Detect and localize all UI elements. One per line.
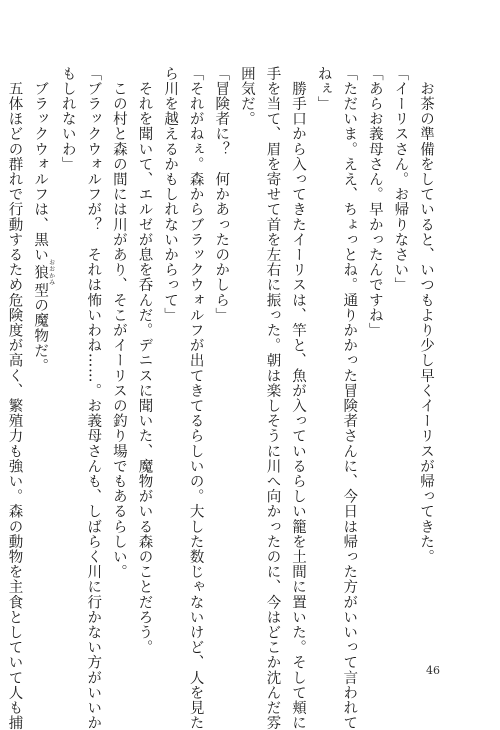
text-line: 「ブラックウォルフが？ それは怖いわね……。お義母さんも、しばらく川に行かない方がいいか [85, 66, 102, 730]
text-line: ら川を越えるかもしれないからって」 [162, 66, 179, 323]
text-line: それを聞いて、エルゼが息を呑んだ。デニスに聞いた、魔物がいる森のことだろう。 [136, 66, 153, 655]
text-line: ねぇ」 [315, 66, 332, 112]
text-line: 「あらお義母さん。早かったんですね」 [366, 66, 383, 338]
page-number: 46 [426, 664, 440, 677]
text-line: 「ただいま。ええ、ちょっとね。通りかかった冒険者さんに、今日は帰った方がいいって言われて [341, 66, 358, 730]
text-line: 「イーリスさん。お帰りなさい」 [392, 66, 409, 293]
text-line: 五体ほどの群れで行動するため危険度が高く、繁殖力も強い。森の動物を主食としていて人も捕 [6, 66, 23, 730]
text-line: 「それがねぇ。森からブラックウォルフが出てきてるらしいの。大した数じゃないけど、人を見た [187, 66, 204, 730]
text-line: 囲気だ。 [238, 66, 255, 127]
furigana: 狼 おおかみ [32, 259, 55, 286]
text-line: 手を当て、眉を寄せて首を左右に振った。朝は楽しそうに川へ向かったのに、今はどこか沈んだ雰 [264, 66, 281, 730]
text-line: この村と森の間には川があり、そこがイーリスの釣り場でもあるらしい。 [110, 66, 127, 580]
text-line: お茶の準備をしていると、いつもより少し早くイーリスが帰ってきた。 [418, 66, 434, 565]
text-line: 勝手口から入ってきたイーリスは、竿と、魚が入っているらしい籠を土間に置いた。そして頬に [290, 66, 307, 730]
text-line: 「冒険者に？ 何かあったのかしら」 [213, 66, 230, 323]
text-line: もしれないわ」 [59, 66, 76, 172]
text-line: ブラックウォルフは、黒い狼 おおかみ型の魔物だ。 [32, 66, 55, 374]
